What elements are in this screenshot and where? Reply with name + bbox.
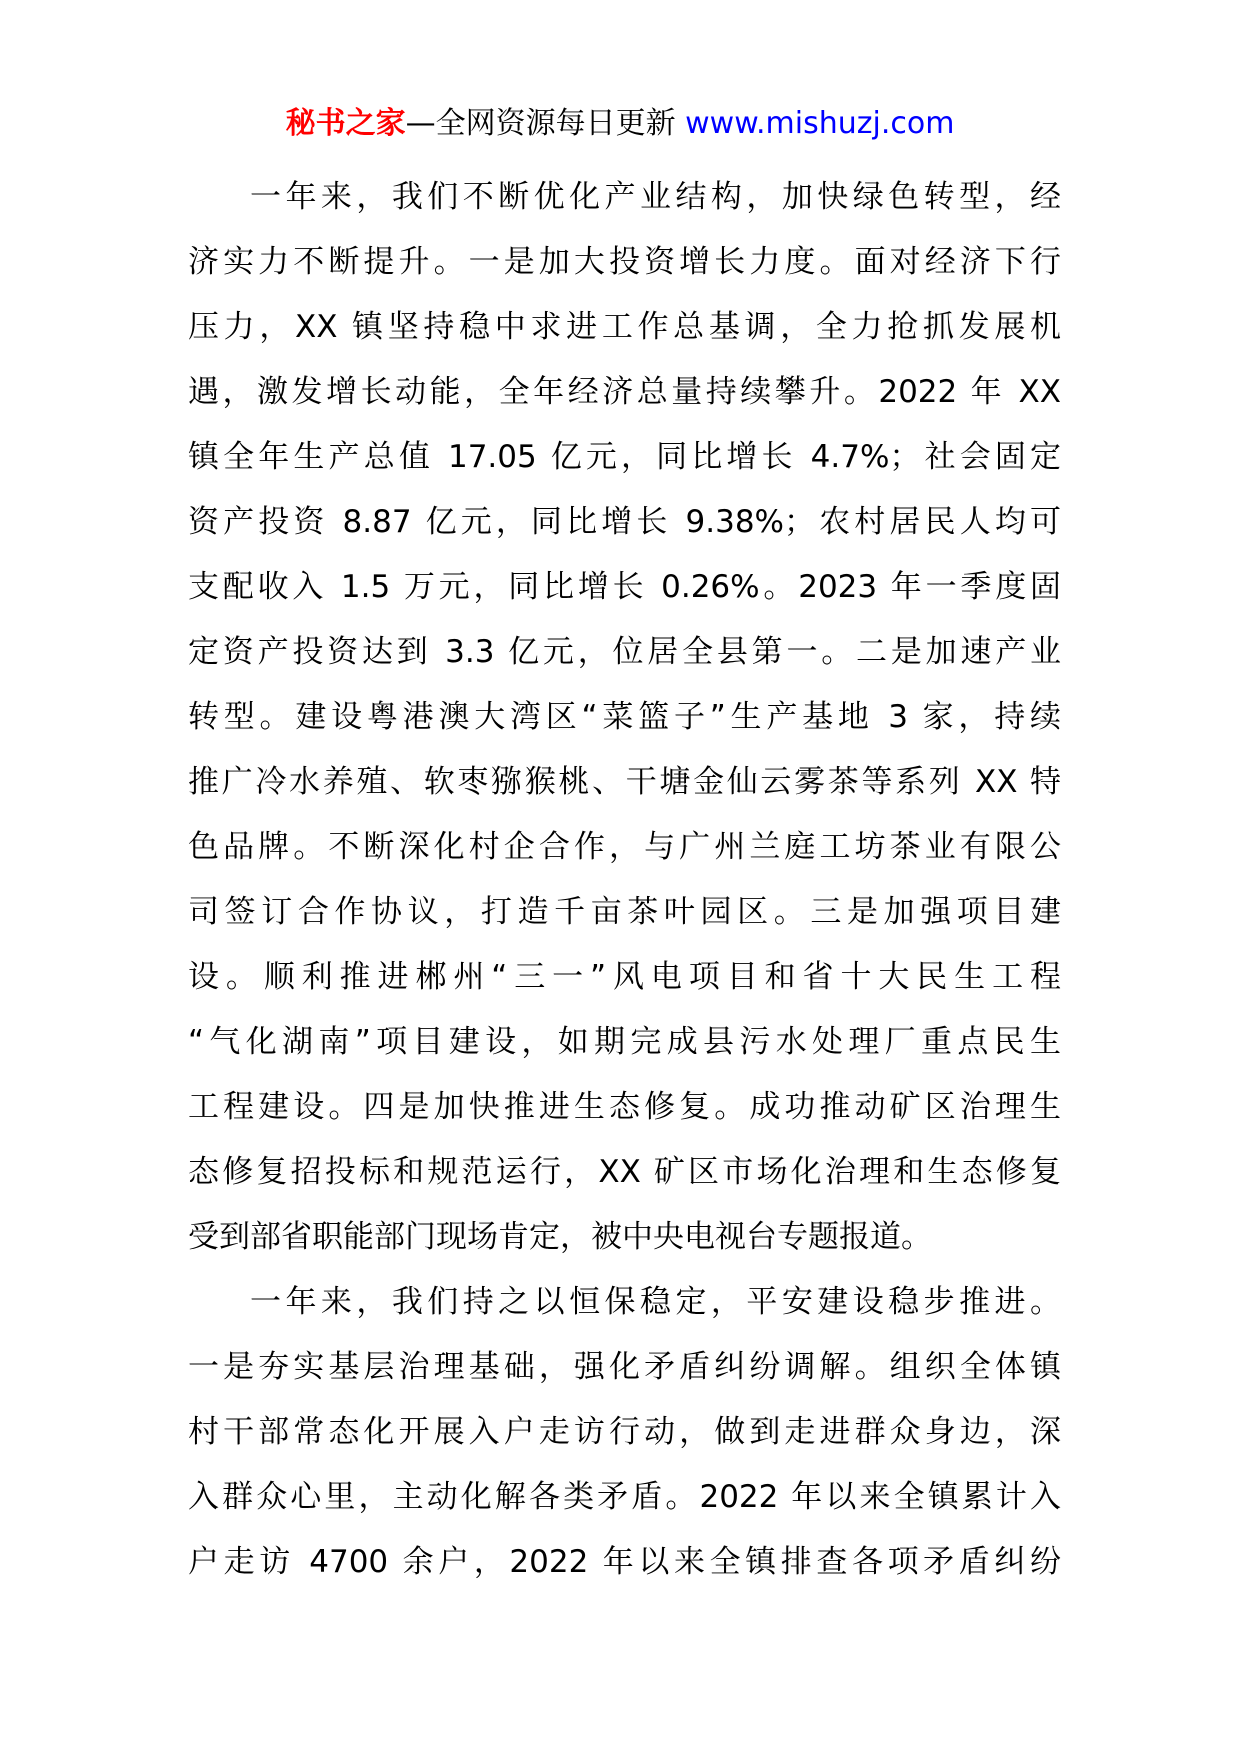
- document-body: [188, 165, 1061, 1595]
- text-line: 转型。建设粤港澳大湾区“菜篮子”生产基地 3 家，持续: [188, 699, 1061, 735]
- site-url-link[interactable]: www.mishuzj.com: [685, 106, 955, 141]
- text-line: 压力，XX 镇坚持稳中求进工作总基调，全力抢抓发展机: [188, 309, 1061, 345]
- text-line: 设。顺利推进郴州“三一”风电项目和省十大民生工程: [188, 959, 1061, 995]
- text-line: 支配收入 1.5 万元，同比增长 0.26%。2023 年一季度固: [188, 569, 1061, 605]
- text-line: 受到部省职能部门现场肯定，被中央电视台专题报道。: [188, 1219, 932, 1255]
- paragraph-stability: [188, 1270, 1061, 1595]
- text-line: 村干部常态化开展入户走访行动，做到走进群众身边，深: [188, 1414, 1061, 1450]
- text-line: 一是夯实基层治理基础，强化矛盾纠纷调解。组织全体镇: [188, 1349, 1061, 1385]
- text-line: 司签订合作协议，打造千亩茶叶园区。三是加强项目建: [188, 894, 1061, 930]
- text-line: 济实力不断提升。一是加大投资增长力度。面对经济下行: [188, 244, 1061, 280]
- site-header: [0, 102, 1240, 146]
- text-line: 户走访 4700 余户，2022 年以来全镇排查各项矛盾纠纷: [188, 1544, 1061, 1580]
- text-line: 遇，激发增长动能，全年经济总量持续攀升。2022 年 XX: [188, 374, 1061, 410]
- text-line: 态修复招投标和规范运行，XX 矿区市场化治理和生态修复: [188, 1154, 1061, 1190]
- text-line: 工程建设。四是加快推进生态修复。成功推动矿区治理生: [188, 1089, 1061, 1125]
- header-tagline: —全网资源每日更新: [405, 106, 676, 141]
- text-line: 镇全年生产总值 17.05 亿元，同比增长 4.7%；社会固定: [188, 439, 1061, 475]
- text-line: 一年来，我们不断优化产业结构，加快绿色转型，经: [250, 179, 1061, 215]
- text-line: “气化湖南”项目建设，如期完成县污水处理厂重点民生: [188, 1024, 1061, 1060]
- text-line: 色品牌。不断深化村企合作，与广州兰庭工坊茶业有限公: [188, 829, 1061, 865]
- paragraph-economy: [188, 165, 1061, 1270]
- text-line: 推广冷水养殖、软枣猕猴桃、干塘金仙云雾茶等系列 XX 特: [188, 764, 1061, 800]
- text-line: 一年来，我们持之以恒保稳定，平安建设稳步推进。: [250, 1284, 1061, 1320]
- text-line: 资产投资 8.87 亿元，同比增长 9.38%；农村居民人均可: [188, 504, 1061, 540]
- brand-name: 秘书之家: [285, 106, 406, 141]
- text-line: 入群众心里，主动化解各类矛盾。2022 年以来全镇累计入: [188, 1479, 1061, 1515]
- text-line: 定资产投资达到 3.3 亿元，位居全县第一。二是加速产业: [188, 634, 1061, 670]
